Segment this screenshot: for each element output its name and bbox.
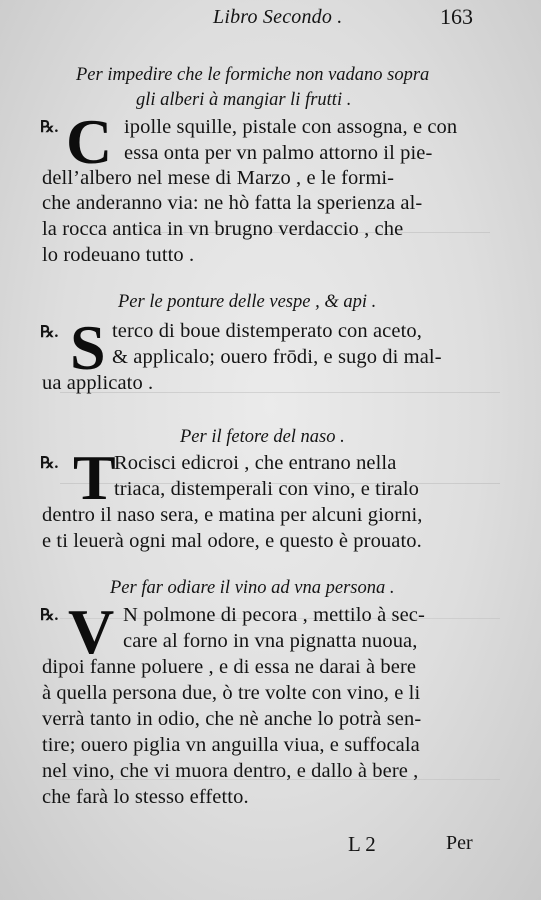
- recipe-title-line: gli alberi à mangiar li frutti .: [136, 90, 352, 110]
- body-line: & applicalo; ouero frōdi, e sugo di mal-: [112, 346, 442, 368]
- recipe-title-line: Per il fetore del naso .: [180, 427, 345, 447]
- catchword: Per: [446, 832, 473, 854]
- drop-cap: T: [73, 442, 116, 513]
- body-line: dipoi fanne poluere , e di essa ne darai à bere: [42, 656, 417, 678]
- body-line: nel vino, che vi muora dentro, e dallo à bere ,: [42, 760, 419, 782]
- recipe-symbol: ℞.: [40, 324, 59, 341]
- recipe-title-line: Per le ponture delle vespe , & api .: [118, 292, 377, 312]
- page-number: 163: [440, 4, 473, 29]
- recipe-symbol: ℞.: [40, 607, 59, 624]
- signature-mark: L 2: [348, 832, 376, 856]
- body-line: tire; ouero piglia vn anguilla viua, e suffocala: [42, 734, 420, 756]
- body-line: à quella persona due, ò tre volte con vino, e li: [42, 682, 421, 704]
- drop-cap: S: [70, 312, 106, 383]
- body-line: triaca, distemperali con vino, e tiralo: [114, 478, 420, 500]
- running-head: Libro Secondo .: [213, 6, 343, 28]
- body-line: essa onta per vn palmo attorno il pie-: [124, 142, 433, 164]
- body-line: care al forno in vna pignatta nuoua,: [123, 630, 418, 652]
- body-line: che farà lo stesso effetto.: [42, 786, 249, 808]
- body-line: e ti leuerà ogni mal odore, e questo è prouato.: [42, 530, 422, 552]
- recipe-title-line: Per impedire che le formiche non vadano sopra: [76, 65, 430, 85]
- drop-cap: C: [66, 106, 113, 177]
- body-line: N polmone di pecora , mettilo à sec-: [123, 604, 425, 626]
- page-footer: [0, 832, 541, 862]
- page-header: [0, 2, 541, 32]
- body-line: ipolle squille, pistale con assogna, e con: [124, 116, 458, 138]
- body-line: che anderanno via: ne hò fatta la sperienza al-: [42, 192, 423, 214]
- recipe-symbol: ℞.: [40, 119, 59, 136]
- recipe-symbol: ℞.: [40, 455, 59, 472]
- drop-cap: V: [68, 596, 115, 667]
- body-line: lo rodeuano tutto .: [42, 244, 195, 266]
- body-line: ua applicato .: [42, 372, 154, 394]
- body-line: la rocca antica in vn brugno verdaccio , che: [42, 218, 404, 240]
- body-line: Rocisci edicroi , che entrano nella: [114, 452, 397, 474]
- recipe-title-line: Per far odiare il vino ad vna persona .: [110, 578, 395, 598]
- body-line: verrà tanto in odio, che nè anche lo potrà sen-: [42, 708, 422, 730]
- body-line: terco di boue distemperato con aceto,: [112, 320, 422, 342]
- body-line: dentro il naso sera, e matina per alcuni giorni,: [42, 504, 423, 526]
- body-line: dell’albero nel mese di Marzo , e le formi-: [42, 167, 395, 189]
